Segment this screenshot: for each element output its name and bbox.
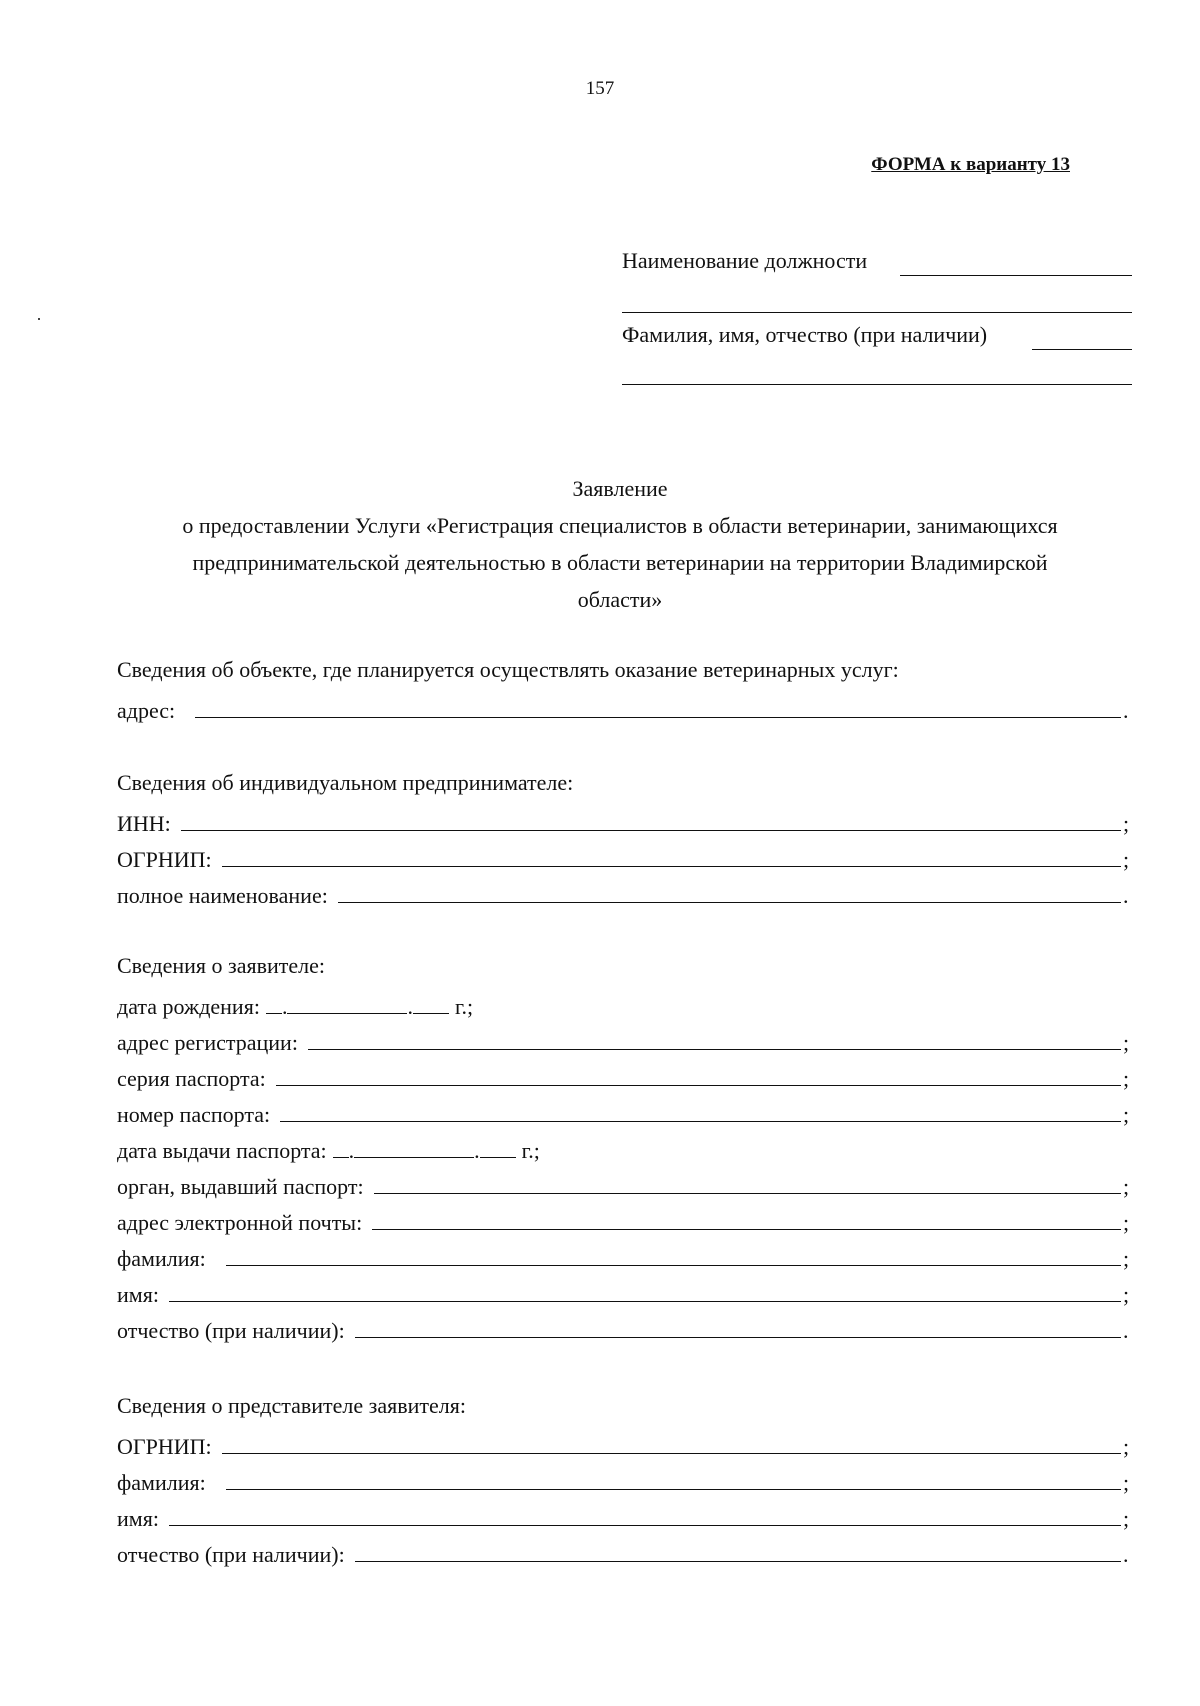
applicant-section-heading: Сведения о заявителе: bbox=[117, 953, 326, 978]
rep-surname-label: фамилия: bbox=[117, 1470, 206, 1495]
representative-section-heading: Сведения о представителе заявителя: bbox=[117, 1393, 466, 1418]
rep-name-label: имя: bbox=[117, 1506, 159, 1531]
row-end-semicolon: ; bbox=[1123, 1102, 1130, 1127]
row-end-semicolon: ; bbox=[1123, 1066, 1130, 1091]
rep-ogrnip-input[interactable] bbox=[222, 1453, 1121, 1454]
scan-speck bbox=[38, 318, 40, 320]
fio-input-line-2[interactable] bbox=[622, 384, 1132, 385]
row-end-semicolon: ; bbox=[1123, 847, 1130, 872]
full-name-row bbox=[117, 874, 1137, 910]
addressee-position-row bbox=[622, 248, 1132, 274]
rep-patronymic-label: отчество (при наличии): bbox=[117, 1542, 345, 1567]
object-address-label: адрес: bbox=[117, 698, 176, 723]
rep-ogrnip-label: ОГРНИП: bbox=[117, 1434, 212, 1459]
passport-number-input[interactable] bbox=[280, 1121, 1121, 1122]
entrepreneur-section bbox=[117, 764, 1137, 910]
addressee-position-row-2 bbox=[622, 292, 1132, 322]
passport-issue-date-label: дата выдачи паспорта: bbox=[117, 1138, 327, 1163]
rep-surname-row bbox=[117, 1461, 1137, 1497]
passport-series-row bbox=[117, 1057, 1137, 1093]
issue-month-input[interactable] bbox=[354, 1157, 474, 1158]
row-end-semicolon: ; bbox=[1123, 1210, 1130, 1235]
patronymic-label: отчество (при наличии): bbox=[117, 1318, 345, 1343]
birth-year-suffix: г.; bbox=[454, 994, 474, 1019]
form-variant-label: ФОРМА к варианту 13 bbox=[871, 154, 1070, 175]
row-end-semicolon: ; bbox=[1123, 1246, 1130, 1271]
row-end-period: . bbox=[1123, 1542, 1129, 1567]
full-name-label: полное наименование: bbox=[117, 883, 328, 908]
ogrnip-row bbox=[117, 838, 1137, 874]
issuer-row bbox=[117, 1165, 1137, 1201]
fio-input[interactable] bbox=[1032, 349, 1132, 350]
surname-row bbox=[117, 1237, 1137, 1273]
name-input[interactable] bbox=[169, 1301, 1121, 1302]
inn-label: ИНН: bbox=[117, 811, 171, 836]
object-section bbox=[117, 651, 1137, 725]
passport-series-label: серия паспорта: bbox=[117, 1066, 266, 1091]
page-number: 157 bbox=[585, 78, 615, 99]
rep-name-input[interactable] bbox=[169, 1525, 1121, 1526]
entrepreneur-section-heading: Сведения об индивидуальном предпринимателе: bbox=[117, 770, 574, 795]
title-line-1: о предоставлении Услуги «Регистрация специалистов в области ветеринарии, занимающихся bbox=[182, 513, 1058, 538]
title-heading: Заявление bbox=[572, 476, 668, 501]
row-end-semicolon: ; bbox=[1123, 811, 1130, 836]
position-label: Наименование должности bbox=[622, 248, 868, 273]
object-address-row bbox=[117, 689, 1137, 725]
passport-issue-date-row bbox=[117, 1129, 1137, 1165]
addressee-fio-row-2 bbox=[622, 364, 1132, 394]
representative-section bbox=[117, 1387, 1137, 1569]
date-separator: . bbox=[474, 1138, 480, 1163]
issuer-label: орган, выдавший паспорт: bbox=[117, 1174, 364, 1199]
date-separator: . bbox=[281, 994, 288, 1019]
rep-patronymic-input[interactable] bbox=[355, 1561, 1121, 1562]
ogrnip-input[interactable] bbox=[222, 866, 1121, 867]
passport-series-input[interactable] bbox=[276, 1085, 1121, 1086]
title-line-3: области» bbox=[577, 587, 663, 612]
rep-name-row bbox=[117, 1497, 1137, 1533]
inn-row bbox=[117, 802, 1137, 838]
ogrnip-label: ОГРНИП: bbox=[117, 847, 212, 872]
passport-number-label: номер паспорта: bbox=[117, 1102, 271, 1127]
surname-label: фамилия: bbox=[117, 1246, 206, 1271]
date-separator: . bbox=[348, 1138, 355, 1163]
email-row bbox=[117, 1201, 1137, 1237]
row-end-semicolon: ; bbox=[1123, 1506, 1130, 1531]
row-end-semicolon: ; bbox=[1123, 1282, 1130, 1307]
birth-year-input[interactable] bbox=[413, 1013, 449, 1014]
rep-patronymic-row bbox=[117, 1533, 1137, 1569]
row-end-semicolon: ; bbox=[1123, 1434, 1130, 1459]
issue-year-input[interactable] bbox=[480, 1157, 516, 1158]
row-end-period: . bbox=[1123, 1318, 1129, 1343]
applicant-section bbox=[117, 947, 1137, 1345]
title-line-2: предпринимательской деятельностью в области ветеринарии на территории Владимирской bbox=[192, 550, 1048, 575]
name-label: имя: bbox=[117, 1282, 159, 1307]
full-name-input[interactable] bbox=[338, 902, 1121, 903]
issue-day-input[interactable] bbox=[333, 1157, 349, 1158]
object-section-heading: Сведения об объекте, где планируется осуществлять оказание ветеринарных услуг: bbox=[117, 657, 899, 682]
fio-label: Фамилия, имя, отчество (при наличии) bbox=[622, 322, 988, 347]
birth-day-input[interactable] bbox=[266, 1013, 282, 1014]
rep-ogrnip-row bbox=[117, 1425, 1137, 1461]
issue-year-suffix: г.; bbox=[521, 1138, 540, 1163]
reg-address-input[interactable] bbox=[308, 1049, 1121, 1050]
email-label: адрес электронной почты: bbox=[117, 1210, 363, 1235]
rep-surname-input[interactable] bbox=[226, 1489, 1121, 1490]
reg-address-row bbox=[117, 1021, 1137, 1057]
birth-date-label: дата рождения: bbox=[117, 994, 260, 1019]
issuer-input[interactable] bbox=[374, 1193, 1121, 1194]
birth-month-input[interactable] bbox=[287, 1013, 407, 1014]
date-separator: . bbox=[407, 994, 413, 1019]
row-end-period: . bbox=[1123, 698, 1129, 723]
reg-address-label: адрес регистрации: bbox=[117, 1030, 298, 1055]
birth-date-row bbox=[117, 985, 1137, 1021]
passport-number-row bbox=[117, 1093, 1137, 1129]
patronymic-input[interactable] bbox=[355, 1337, 1121, 1338]
row-end-semicolon: ; bbox=[1123, 1030, 1130, 1055]
row-end-semicolon: ; bbox=[1123, 1174, 1130, 1199]
addressee-fio-row bbox=[622, 322, 1132, 348]
patronymic-row bbox=[117, 1309, 1137, 1345]
object-address-input[interactable] bbox=[195, 717, 1121, 718]
row-end-period: . bbox=[1123, 883, 1129, 908]
inn-input[interactable] bbox=[181, 830, 1121, 831]
email-input[interactable] bbox=[372, 1229, 1121, 1230]
row-end-semicolon: ; bbox=[1123, 1470, 1130, 1495]
position-input[interactable] bbox=[900, 275, 1132, 276]
position-input-line-2[interactable] bbox=[622, 312, 1132, 313]
document-title bbox=[120, 470, 1120, 618]
name-row bbox=[117, 1273, 1137, 1309]
surname-input[interactable] bbox=[226, 1265, 1121, 1266]
